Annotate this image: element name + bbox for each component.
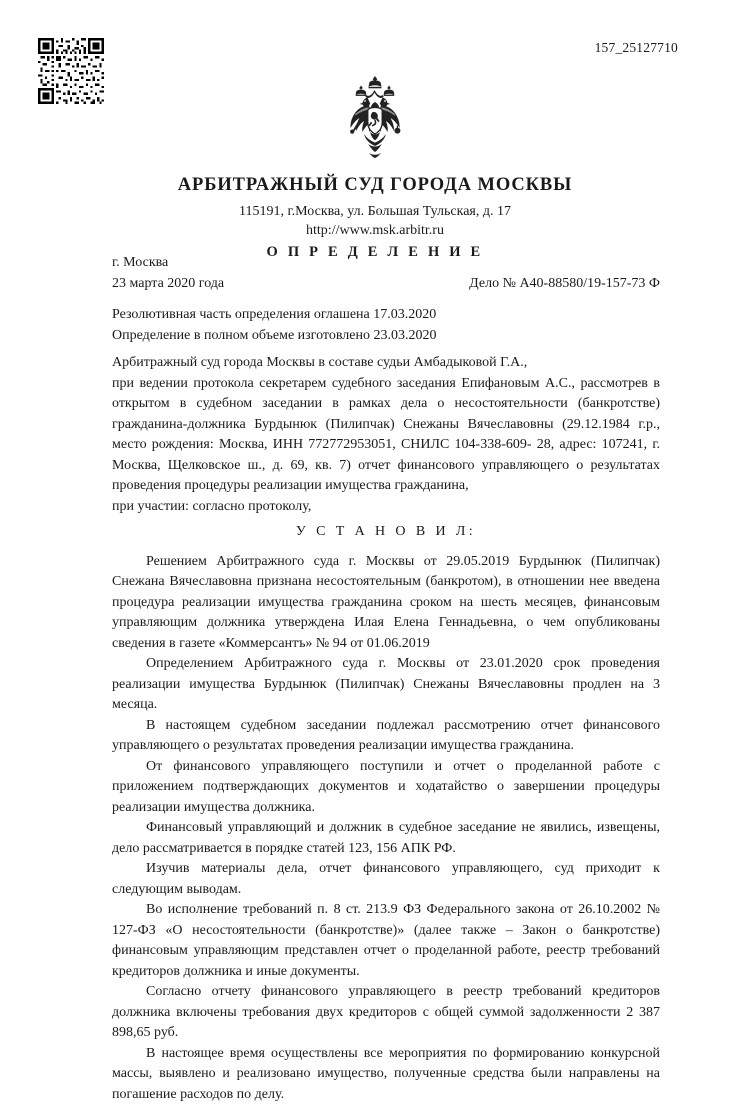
document-meta: [112, 252, 660, 294]
findings-paragraph: Во исполнение требований п. 8 ст. 213.9 ФЗ Федерального закона от 26.10.2002 № 127-ФЗ «О несостоятельности (банкротстве)» (далее также – Закон о банкротстве) финансовым управляющим представлен отчет о проделанной работе, реестр требований кредиторов должника и иные документы.: [112, 900, 660, 982]
emblem-container: [0, 74, 750, 167]
preamble-body: при ведении протокола секретарем судебного заседания Епифановым А.С., рассмотрев в открытом в судебном заседании в рамках дела о несостоятельности (банкротстве) гражданина-должника Бурдынюк (Пилипчак) Снежаны Вячеславовны (29.12.1984 г.р., место рождения: Москва, ИНН 772772953051, СНИЛС 104-338-609- 28, адрес: 107241, г. Москва, Щелковское ш., д. 69, кв. 7) отчет финансового управляющего о результатах проведения процедуры реализации имущества гражданина,: [112, 374, 660, 497]
document-date: 23 марта 2020 года: [112, 273, 224, 294]
court-header: [0, 175, 750, 261]
city-label: г. Москва: [112, 252, 168, 273]
resolution-announced-line: Резолютивная часть определения оглашена 17.03.2020: [112, 305, 660, 326]
findings-paragraph: Финансовый управляющий и должник в судебное заседание не явились, извещены, дело рассматривается в порядке статей 123, 156 АПК РФ.: [112, 818, 660, 859]
document-type-title: О П Р Е Д Е Л Е Н И Е: [0, 244, 750, 261]
case-number: Дело № А40-88580/19-157-73 Ф: [469, 273, 660, 294]
meta-city-line: [112, 252, 660, 273]
full-text-produced-line: Определение в полном объеме изготовлено 23.03.2020: [112, 326, 660, 347]
court-name: АРБИТРАЖНЫЙ СУД ГОРОДА МОСКВЫ: [0, 175, 750, 196]
findings-paragraph: В настоящем судебном заседании подлежал рассмотрению отчет финансового управляющего о результатах проведения реализации имущества гражданина.: [112, 716, 660, 757]
court-website: http://www.msk.arbitr.ru: [0, 221, 750, 240]
document-number: 157_25127710: [595, 40, 678, 56]
findings-paragraph: Согласно отчету финансового управляющего в реестр требований кредиторов должника включены требования двух кредиторов с общей суммой задолженности 2 387 898,65 руб.: [112, 982, 660, 1044]
preamble-block: [112, 353, 660, 517]
findings-title: У С Т А Н О В И Л:: [112, 522, 660, 543]
findings-paragraph: Решением Арбитражного суда г. Москвы от 29.05.2019 Бурдынюк (Пилипчак) Снежана Вячеславовна признана несостоятельным (банкротом), в отношении нее введена процедура реализации имущества гражданина сроком на шесть месяцев, финансовым управляющим должника утверждена Илая Елена Геннадьевна, о чем опубликованы сведения в газете «Коммерсантъ» № 94 от 01.06.2019: [112, 552, 660, 655]
findings-paragraph: От финансового управляющего поступили и отчет о проделанной работе с приложением подтверждающих документов и ходатайство о завершении процедуры реализации имущества должника.: [112, 757, 660, 819]
judge-composition-line: Арбитражный суд города Москвы в составе судьи Амбадыковой Г.А.,: [112, 353, 660, 374]
findings-paragraph: Определением Арбитражного суда г. Москвы от 23.01.2020 срок проведения реализации имущества Бурдынюк (Пилипчак) Снежаны Вячеславовны продлен на 3 месяца.: [112, 654, 660, 716]
announcement-block: [112, 305, 660, 346]
findings-paragraph: Изучив материалы дела, отчет финансового управляющего, суд приходит к следующим выводам.: [112, 859, 660, 900]
participants-line: при участии: согласно протоколу,: [112, 497, 660, 518]
russian-coat-of-arms-icon: [342, 74, 408, 162]
findings-paragraph: В настоящее время осуществлены все мероприятия по формированию конкурсной массы, выявлено и реализовано имущество, полученные средства были направлены на погашение расходов по делу.: [112, 1044, 660, 1105]
meta-date-case-line: [112, 273, 660, 294]
court-address: 115191, г.Москва, ул. Большая Тульская, д. 17: [0, 202, 750, 221]
findings-section: [112, 522, 660, 1105]
